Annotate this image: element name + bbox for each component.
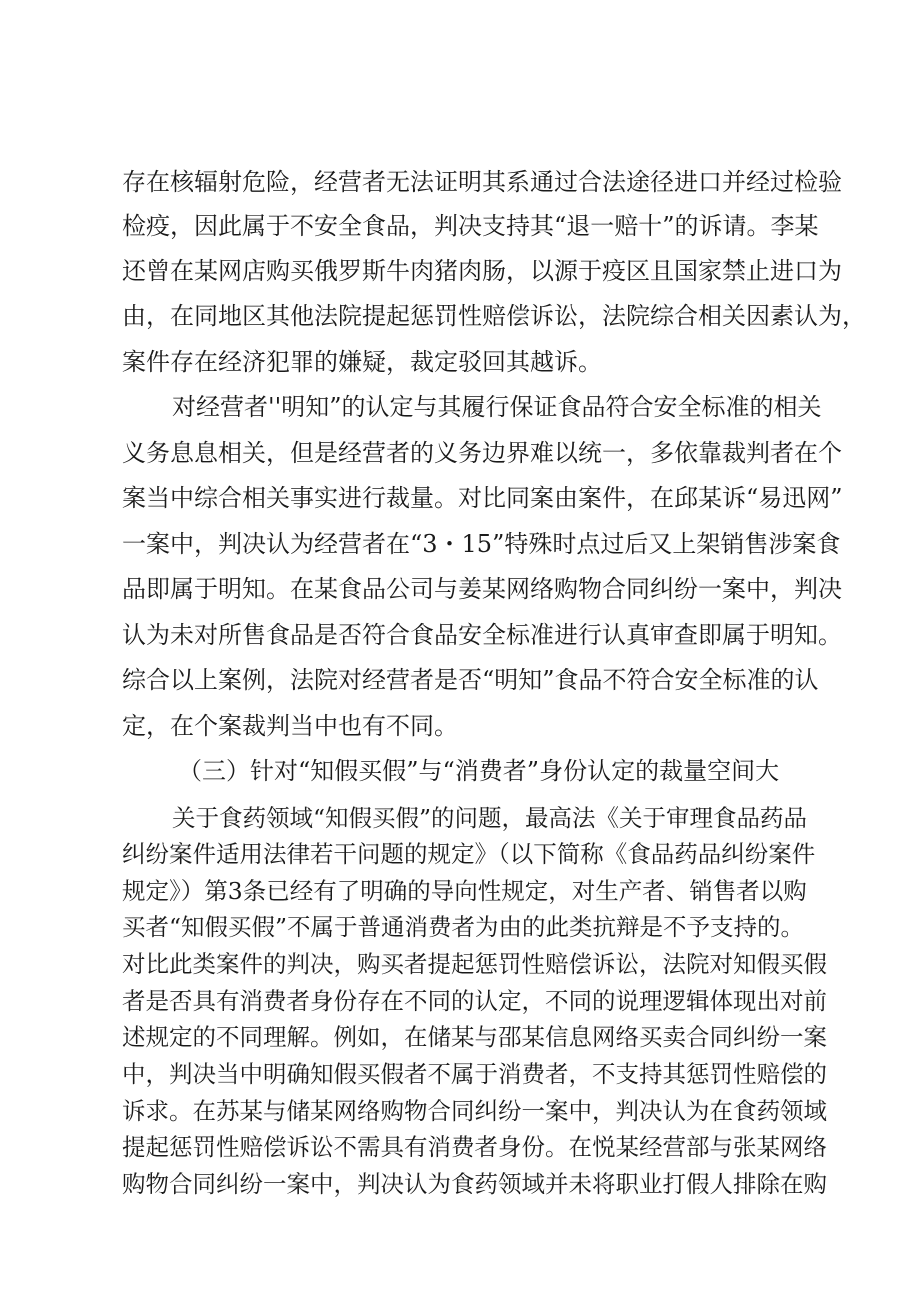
paragraph-line: 定，在个案裁判当中也有不同。 xyxy=(122,712,458,740)
paragraph-line: 关于食药领域“知假买假”的问题，最高法《关于审理食品药品 xyxy=(172,804,808,832)
paragraph-line: 案当中综合相关事实进行裁量。对比同案由案件，在邱某诉“易迅网” xyxy=(122,484,843,512)
paragraph-line: 对经营者''明知”的认定与其履行保证食品符合安全标准的相关 xyxy=(172,393,822,421)
paragraph-line: 由，在同地区其他法院提起惩罚性赔偿诉讼，法院综合相关因素认为， xyxy=(122,302,866,330)
paragraph-line: 还曾在某网店购买俄罗斯牛肉猪肉肠，以源于疫区且国家禁止进口为 xyxy=(122,257,842,285)
paragraph-line: 案件存在经济犯罪的嫌疑，裁定驳回其越诉。 xyxy=(122,348,602,376)
section-heading: （三）针对“知假买假”与“消费者”身份认定的裁量空间大 xyxy=(178,757,780,785)
paragraph-line: 纠纷案件适用法律若干问题的规定》（以下简称《食品药品纠纷案件 xyxy=(122,840,816,868)
paragraph-line: 存在核辐射危险，经营者无法证明其系通过合法途径进口并经过检验 xyxy=(122,168,842,196)
paragraph-line: 认为未对所售食品是否符合食品安全标准进行认真审查即属于明知。 xyxy=(122,621,842,649)
paragraph-line: 购物合同纠纷一案中，判决认为食药领域并未将职业打假人排除在购 xyxy=(122,1170,827,1198)
paragraph-line: 规定》）第3条已经有了明确的导向性规定，对生产者、销售者以购 xyxy=(122,877,807,905)
paragraph-line: 一案中，判决认为经营者在“3・15”特殊时点过后又上架销售涉案食 xyxy=(122,530,841,558)
paragraph-line: 综合以上案例，法院对经营者是否“明知”食品不符合安全标准的认 xyxy=(122,666,819,694)
paragraph-line: 诉求。在苏某与储某网络购物合同纠纷一案中，判决认为在食药领域 xyxy=(122,1097,827,1125)
paragraph-line: 对比此类案件的判决，购买者提起惩罚性赔偿诉讼，法院对知假买假 xyxy=(122,950,827,978)
paragraph-line: 义务息息相关，但是经营者的义务边界难以统一，多依靠裁判者在个 xyxy=(122,439,842,467)
paragraph-line: 检疫，因此属于不安全食品，判决支持其“退一赔十”的诉请。李某 xyxy=(122,212,819,240)
paragraph-line: 者是否具有消费者身份存在不同的认定，不同的说理逻辑体现出对前 xyxy=(122,987,827,1015)
paragraph-line: 买者“知假买假”不属于普通消费者为由的此类抗辩是不予支持的。 xyxy=(122,913,805,941)
paragraph-line: 提起惩罚性赔偿诉讼不需具有消费者身份。在悦某经营部与张某网络 xyxy=(122,1133,827,1161)
paragraph-line: 中，判决当中明确知假买假者不属于消费者，不支持其惩罚性赔偿的 xyxy=(122,1060,827,1088)
paragraph-line: 述规定的不同理解。例如，在储某与邵某信息网络买卖合同纠纷一案 xyxy=(122,1023,827,1051)
paragraph-line: 品即属于明知。在某食品公司与姜某网络购物合同纠纷一案中，判决 xyxy=(122,575,842,603)
